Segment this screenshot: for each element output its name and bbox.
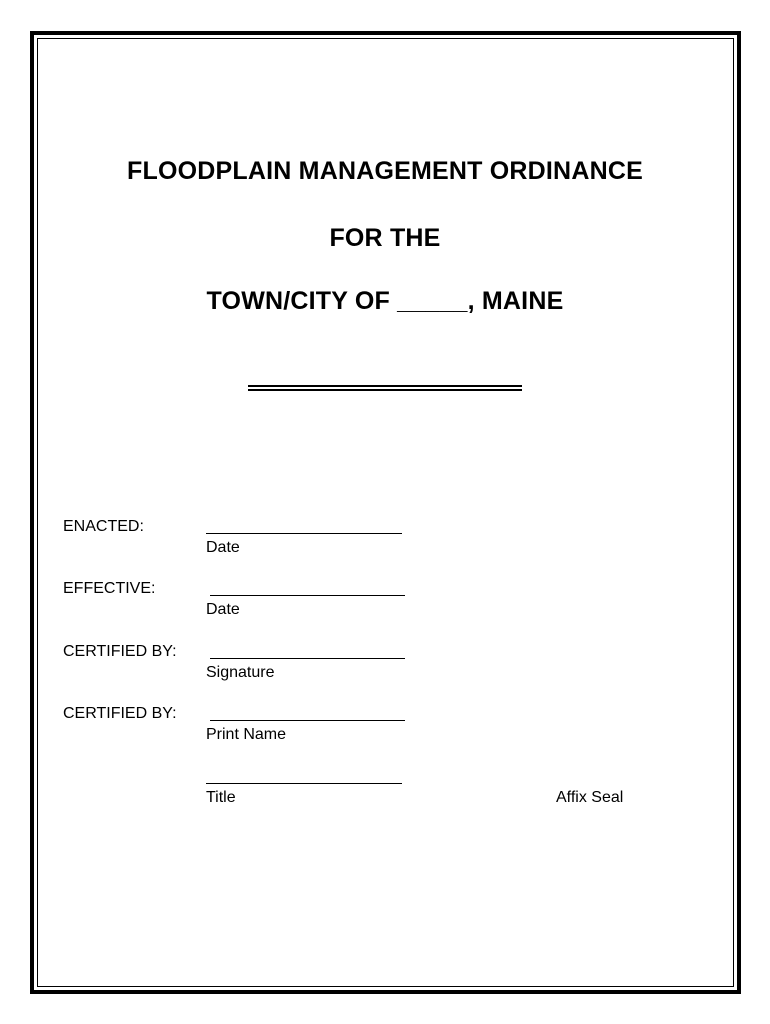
title-caption: Title [206, 789, 236, 806]
enacted-date-line[interactable] [206, 533, 402, 534]
title-line[interactable] [206, 783, 402, 784]
effective-date-line[interactable] [210, 595, 405, 596]
effective-label: EFFECTIVE: [63, 580, 156, 597]
title-rule-top [248, 385, 522, 387]
print-name-line[interactable] [210, 720, 405, 721]
signature-line[interactable] [210, 658, 405, 659]
print-name-caption: Print Name [206, 726, 287, 743]
ordinance-title: FLOODPLAIN MANAGEMENT ORDINANCE [127, 157, 643, 185]
effective-date-caption: Date [206, 601, 240, 618]
enacted-label: ENACTED: [63, 518, 144, 535]
enacted-date-caption: Date [206, 539, 240, 556]
signature-caption: Signature [206, 664, 275, 681]
title-for-the: FOR THE [329, 224, 441, 252]
certified-by-label-2: CERTIFIED BY: [63, 705, 177, 722]
certified-by-label-1: CERTIFIED BY: [63, 643, 177, 660]
title-municipality: TOWN/CITY OF _____, MAINE [206, 287, 564, 315]
affix-seal-text: Affix Seal [556, 789, 624, 806]
title-rule-bottom [248, 389, 522, 391]
